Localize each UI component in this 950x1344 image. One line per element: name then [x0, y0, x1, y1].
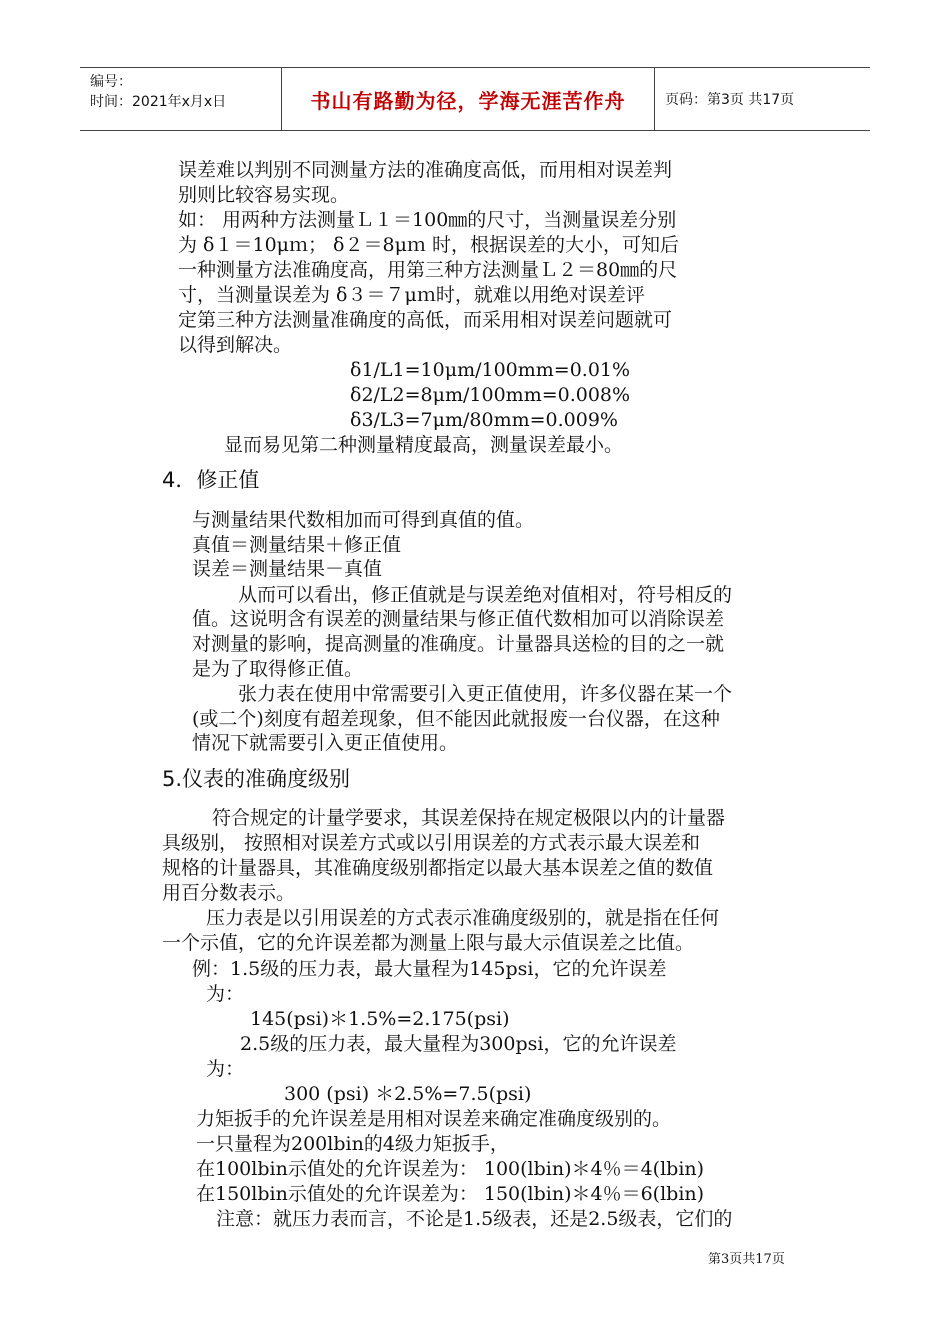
text-line: 符合规定的计量学要求，其误差保持在规定极限以内的计量器 — [212, 807, 726, 829]
header-number-label: 编号： — [90, 74, 132, 90]
text-line: 为： — [206, 983, 245, 1005]
text-line: 如： 用两种方法测量Ｌ１＝100㎜的尺寸，当测量误差分别 — [178, 209, 677, 231]
text-line: 压力表是以引用误差的方式表示准确度级别的，就是指在任何 — [206, 907, 720, 929]
formula-line: δ1/L1=10μm/100mm=0.01% — [350, 359, 631, 381]
text-line: 情况下就需要引入更正值使用。 — [192, 732, 459, 754]
page-footer: 第3页共17页 — [708, 1252, 785, 1267]
text-line: 规格的计量器具，其准确度级别都指定以最大基本误差之值的数值 — [162, 857, 714, 879]
formula-line: δ2/L2=8μm/100mm=0.008% — [350, 384, 631, 406]
text-line: 从而可以看出，修正值就是与误差绝对值相对，符号相反的 — [238, 584, 733, 606]
text-line: 一只量程为200lbin的4级力矩扳手， — [196, 1133, 509, 1155]
section-heading-5: 5.仪表的准确度级别 — [162, 767, 351, 791]
text-line: 张力表在使用中常需要引入更正值使用，许多仪器在某一个 — [238, 683, 733, 705]
text-line: 为： — [206, 1058, 245, 1080]
text-line: 真值＝测量结果＋修正值 — [192, 534, 402, 556]
text-line: 别则比较容易实现。 — [178, 184, 350, 206]
text-line: 在150lbin示值处的允许误差为： 150(lbin)＊4％＝6(lbin) — [196, 1183, 705, 1205]
formula-line: 300 (psi) ＊2.5%=7.5(psi) — [284, 1083, 532, 1105]
text-line: 定第三种方法测量准确度的高低，而采用相对误差问题就可 — [178, 309, 673, 331]
section-heading-4: 4．修正值 — [162, 468, 260, 492]
text-line: 与测量结果代数相加而可得到真值的值。 — [192, 509, 535, 531]
text-line: 值。这说明含有误差的测量结果与修正值代数相加可以消除误差 — [192, 608, 725, 630]
text-line: 误差难以判别不同测量方法的准确度高低，而用相对误差判 — [178, 159, 673, 181]
text-line: 为 δ１＝10μｍ； δ２＝8μｍ 时，根据误差的大小，可知后 — [178, 234, 679, 256]
text-line: 具级别， 按照相对误差方式或以引用误差的方式表示最大误差和 — [162, 832, 701, 854]
text-line: 一种测量方法准确度高，用第三种方法测量Ｌ２＝80㎜的尺 — [178, 259, 678, 281]
text-line: 一个示值，它的允许误差都为测量上限与最大示值误差之比值。 — [162, 932, 695, 954]
text-line: 寸，当测量误差为 δ３＝７μｍ时，就难以用绝对误差评 — [178, 284, 645, 306]
header-meta — [80, 68, 282, 130]
text-line: 力矩扳手的允许误差是用相对误差来确定准确度级别的。 — [196, 1108, 672, 1130]
text-line: 对测量的影响，提高测量的准确度。计量器具送检的目的之一就 — [192, 633, 725, 655]
text-line: 例：1.5级的压力表，最大量程为145psi，它的允许误差 — [192, 958, 667, 980]
text-line: 用百分数表示。 — [162, 882, 296, 904]
formula-line: 145(psi)＊1.5%=2.175(psi) — [250, 1008, 510, 1030]
formula-line: δ3/L3=7μm/80mm=0.009% — [350, 409, 618, 431]
text-line: 在100lbin示值处的允许误差为： 100(lbin)＊4％＝4(lbin) — [196, 1158, 705, 1180]
header-date-label: 时间：2021年x月x日 — [90, 94, 227, 110]
header-motto: 书山有路勤为径，学海无涯苦作舟 — [282, 68, 655, 130]
text-line: 2.5级的压力表，最大量程为300psi，它的允许误差 — [240, 1033, 677, 1055]
text-line: 是为了取得修正值。 — [192, 658, 364, 680]
page-header — [80, 67, 870, 131]
header-page-info: 页码：第3页 共17页 — [665, 92, 795, 108]
text-line: (或二个)刻度有超差现象，但不能因此就报废一台仪器，在这种 — [192, 708, 720, 730]
text-line: 误差＝测量结果－真值 — [192, 558, 383, 580]
text-line: 以得到解决。 — [178, 334, 293, 356]
text-line: 注意：就压力表而言，不论是1.5级表，还是2.5级表，它们的 — [216, 1208, 733, 1230]
text-line: 显而易见第二种测量精度最高，测量误差最小。 — [224, 434, 624, 456]
